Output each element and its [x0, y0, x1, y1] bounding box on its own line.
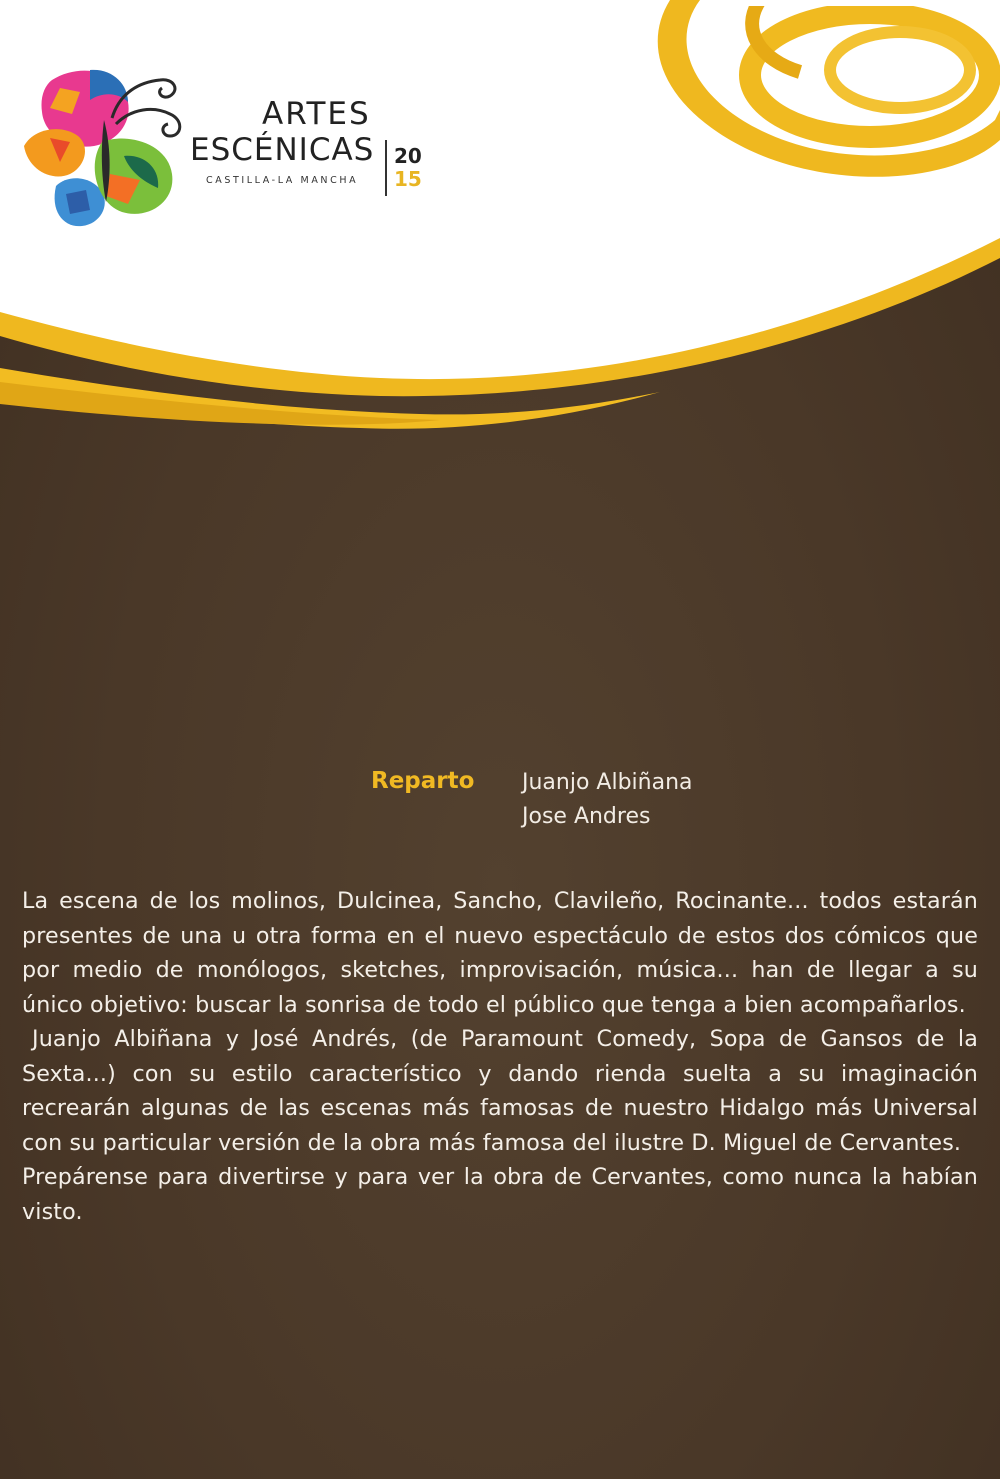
logo-divider [385, 140, 387, 196]
description-paragraph: Juanjo Albiñana y José Andrés, (de Paramount Comedy, Sopa de Gansos de la Sexta...) con su estilo característico y dando rienda suelta a su imaginación recrearán algunas de las escenas más famosas de nuestro Hidalgo más Universal con su particular versión de la obra más famosa del ilustre D. Miguel de Cervantes. [22, 1026, 978, 1156]
description-text [22, 884, 978, 1229]
cast-member: Juanjo Albiñana [522, 770, 693, 795]
description-paragraph: Prepárense para divertirse y para ver la obra de Cervantes, como nunca la habían visto. [22, 1164, 978, 1225]
logo-year-bottom: 15 [394, 167, 422, 191]
butterfly-logo-icon [20, 62, 190, 232]
logo-wordmark [190, 96, 430, 206]
logo-line-artes: ARTES [262, 96, 371, 132]
description-paragraph: La escena de los molinos, Dulcinea, Sancho, Clavileño, Rocinante... todos estarán presentes de una u otra forma en el nuevo espectáculo de estos dos cómicos que por medio de monólogos, sketches, improvisación, música... han de llegar a su único objetivo: buscar la sonrisa de todo el público que tenga a bien acompañarlos. [22, 888, 978, 1018]
logo-year-top: 20 [394, 144, 422, 168]
logo-line-escenicas: ESCÉNICAS [190, 132, 375, 168]
cast-list [522, 766, 693, 834]
logo-subtitle: CASTILLA-LA MANCHA [206, 175, 359, 186]
cast-member: Jose Andres [522, 804, 651, 829]
cast-label: Reparto [371, 768, 475, 794]
